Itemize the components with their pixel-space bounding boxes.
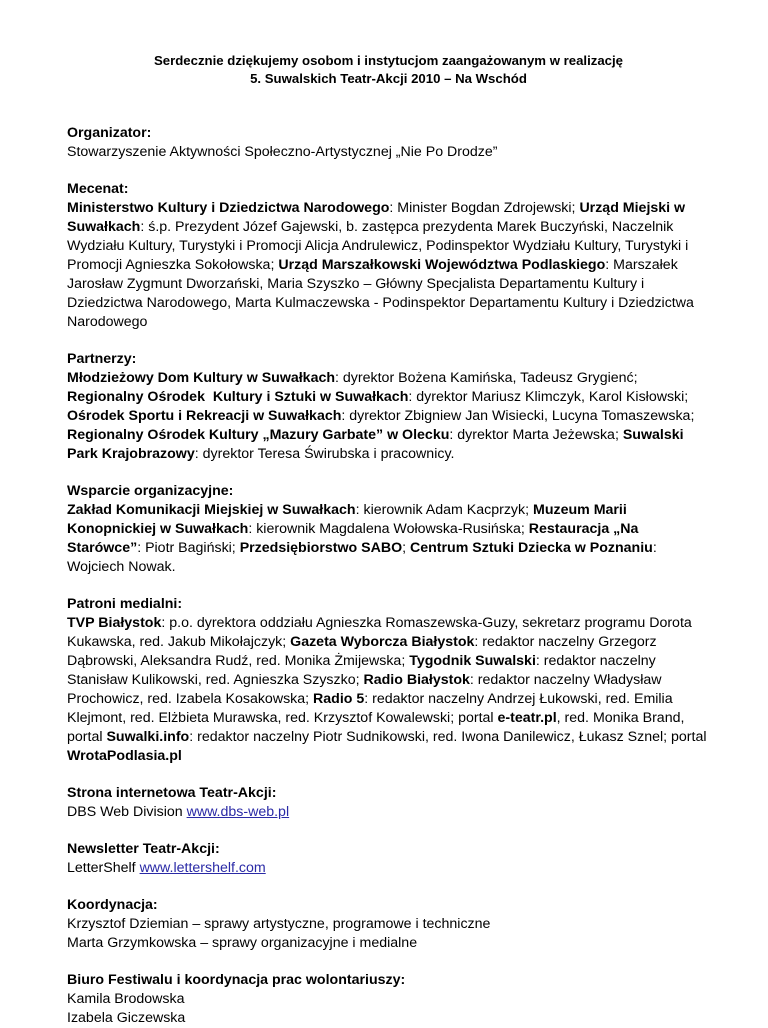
sponsor-details: : Minister Bogdan Zdrojewski; bbox=[389, 200, 580, 216]
section-organizator bbox=[67, 124, 710, 162]
section-heading: Organizator: bbox=[67, 125, 152, 141]
partner-name: Regionalny Ośrodek Kultury i Sztuki w Suwałkach bbox=[67, 389, 409, 405]
company-name: DBS Web Division bbox=[67, 804, 187, 820]
supporter-details: : kierownik Magdalena Wołowska-Rusińska; bbox=[248, 521, 529, 537]
section-newsletter bbox=[67, 840, 710, 878]
section-patroni bbox=[67, 595, 710, 766]
title-line-1: Serdecznie dziękujemy osobom i instytucjom zaangażowanym w realizację bbox=[153, 53, 624, 68]
section-text bbox=[67, 501, 710, 577]
section-heading: Strona internetowa Teatr-Akcji: bbox=[67, 785, 277, 801]
supporter-details: : kierownik Adam Kacprzyk; bbox=[355, 502, 533, 518]
media-name: Radio 5 bbox=[313, 691, 365, 707]
media-details: : redaktor naczelny Andrzej Łukowski, red. Emilia Klejmont, red. Elżbieta Murawska, red. Krzysztof Kowalewski; portal bbox=[67, 691, 673, 726]
media-name: TVP Białystok bbox=[67, 615, 162, 631]
office-member: Izabela Giczewska bbox=[67, 1010, 186, 1026]
section-heading: Mecenat: bbox=[67, 181, 129, 197]
sponsor-name: Urząd Marszałkowski Województwa Podlaskiego bbox=[278, 257, 606, 273]
supporter-name: Zakład Komunikacji Miejskiej w Suwałkach bbox=[67, 502, 356, 518]
section-text bbox=[67, 803, 710, 822]
media-details: : redaktor naczelny Stanisław Kulikowski, red. Agnieszka Szyszko; bbox=[67, 653, 656, 688]
section-text bbox=[67, 859, 710, 878]
newsletter-link[interactable]: www.lettershelf.com bbox=[139, 860, 266, 876]
media-name: Radio Białystok bbox=[363, 672, 470, 688]
partner-details: : dyrektor Teresa Świrubska i pracownicy. bbox=[194, 446, 455, 462]
section-text bbox=[67, 614, 710, 766]
section-mecenat bbox=[67, 180, 710, 332]
section-text bbox=[67, 199, 710, 332]
partner-details: : dyrektor Bożena Kamińska, Tadeusz Grygienć; bbox=[335, 370, 638, 386]
document-title bbox=[67, 52, 710, 87]
section-heading: Partnerzy: bbox=[67, 351, 137, 367]
media-name: Tygodnik Suwalski bbox=[409, 653, 536, 669]
media-details: : redaktor naczelny Władysław Prochowicz, red. Izabela Kosakowska; bbox=[67, 672, 662, 707]
section-text: Stowarzyszenie Aktywności Społeczno-Artystycznej „Nie Po Drodze” bbox=[67, 144, 498, 160]
partner-details: : dyrektor Marta Jeżewska; bbox=[449, 427, 623, 443]
media-name: Gazeta Wyborcza Białystok bbox=[290, 634, 475, 650]
section-heading: Koordynacja: bbox=[67, 897, 158, 913]
supporter-name: Centrum Sztuki Dziecka w Poznaniu bbox=[410, 540, 653, 556]
section-koordynacja bbox=[67, 896, 710, 953]
media-name: e-teatr.pl bbox=[497, 710, 557, 726]
supporter-details: : Wojciech Nowak. bbox=[67, 540, 657, 575]
partner-name: Suwalski Park Krajobrazowy bbox=[67, 427, 684, 462]
sponsor-details: : ś.p. Prezydent Józef Gajewski, b. zastępca prezydenta Marek Buczyński, Naczelnik Wydziału Kultury, Turystyki i Promocji Alicja Andrulewicz, Podinspektor Wydziału Kultury, Turystyki i Promocji Agnieszka Sokołowska; bbox=[67, 219, 689, 273]
supporter-name: Muzeum Marii Konopnickiej w Suwałkach bbox=[67, 502, 627, 537]
partner-details: : dyrektor Zbigniew Jan Wisiecki, Lucyna Tomaszewska; bbox=[341, 408, 695, 424]
company-name: LetterShelf bbox=[67, 860, 140, 876]
section-strona bbox=[67, 784, 710, 822]
partner-name: Ośrodek Sportu i Rekreacji w Suwałkach bbox=[67, 408, 342, 424]
sponsor-name: Ministerstwo Kultury i Dziedzictwa Narodowego bbox=[67, 200, 390, 216]
section-biuro bbox=[67, 971, 710, 1028]
section-partnerzy bbox=[67, 350, 710, 464]
office-member: Kamila Brodowska bbox=[67, 991, 185, 1007]
media-name: WrotaPodlasia.pl bbox=[67, 748, 182, 764]
website-link[interactable]: www.dbs-web.pl bbox=[186, 804, 290, 820]
media-details: : redaktor naczelny Piotr Sudnikowski, red. Iwona Danilewicz, Łukasz Sznel; portal bbox=[189, 729, 707, 745]
coordinator-line: Marta Grzymkowska – sprawy organizacyjne i medialne bbox=[67, 935, 418, 951]
media-details: , red. Monika Brand, portal bbox=[67, 710, 685, 745]
section-heading: Newsletter Teatr-Akcji: bbox=[67, 841, 220, 857]
supporter-name: Restauracja „Na Starówce” bbox=[67, 521, 639, 556]
section-heading: Biuro Festiwalu i koordynacja prac wolontariuszy: bbox=[67, 972, 406, 988]
section-wsparcie bbox=[67, 482, 710, 577]
supporter-name: Przedsiębiorstwo SABO bbox=[239, 540, 403, 556]
media-details: : redaktor naczelny Grzegorz Dąbrowski, Aleksandra Rudź, red. Monika Żmijewska; bbox=[67, 634, 657, 669]
section-heading: Patroni medialni: bbox=[67, 596, 183, 612]
partner-name: Regionalny Ośrodek Kultury „Mazury Garbate” w Olecku bbox=[67, 427, 450, 443]
media-name: Suwalki.info bbox=[106, 729, 190, 745]
section-heading: Wsparcie organizacyjne: bbox=[67, 483, 234, 499]
coordinator-line: Krzysztof Dziemian – sprawy artystyczne, programowe i techniczne bbox=[67, 916, 491, 932]
section-text bbox=[67, 369, 710, 464]
supporter-details: ; bbox=[402, 540, 410, 556]
title-line-2: 5. Suwalskich Teatr-Akcji 2010 – Na Wschód bbox=[250, 70, 527, 86]
partner-name: Młodzieżowy Dom Kultury w Suwałkach bbox=[67, 370, 336, 386]
sponsor-details: : Marszałek Jarosław Zygmunt Dworzański, Maria Szyszko – Główny Specjalista Departamentu Kultury i Dziedzictwa Narodowego, Marta Kulmaczewska - Podinspektor Departamentu Kultury i Dziedzictwa Narodowego bbox=[67, 257, 694, 330]
sponsor-name: Urząd Miejski w Suwałkach bbox=[67, 200, 686, 235]
partner-details: : dyrektor Mariusz Klimczyk, Karol Kisłowski; bbox=[408, 389, 689, 405]
supporter-details: : Piotr Bagiński; bbox=[137, 540, 240, 556]
media-details: : p.o. dyrektora oddziału Agnieszka Romaszewska-Guzy, sekretarz programu Dorota Kukawska, red. Jakub Mikołajczyk; bbox=[67, 615, 692, 650]
